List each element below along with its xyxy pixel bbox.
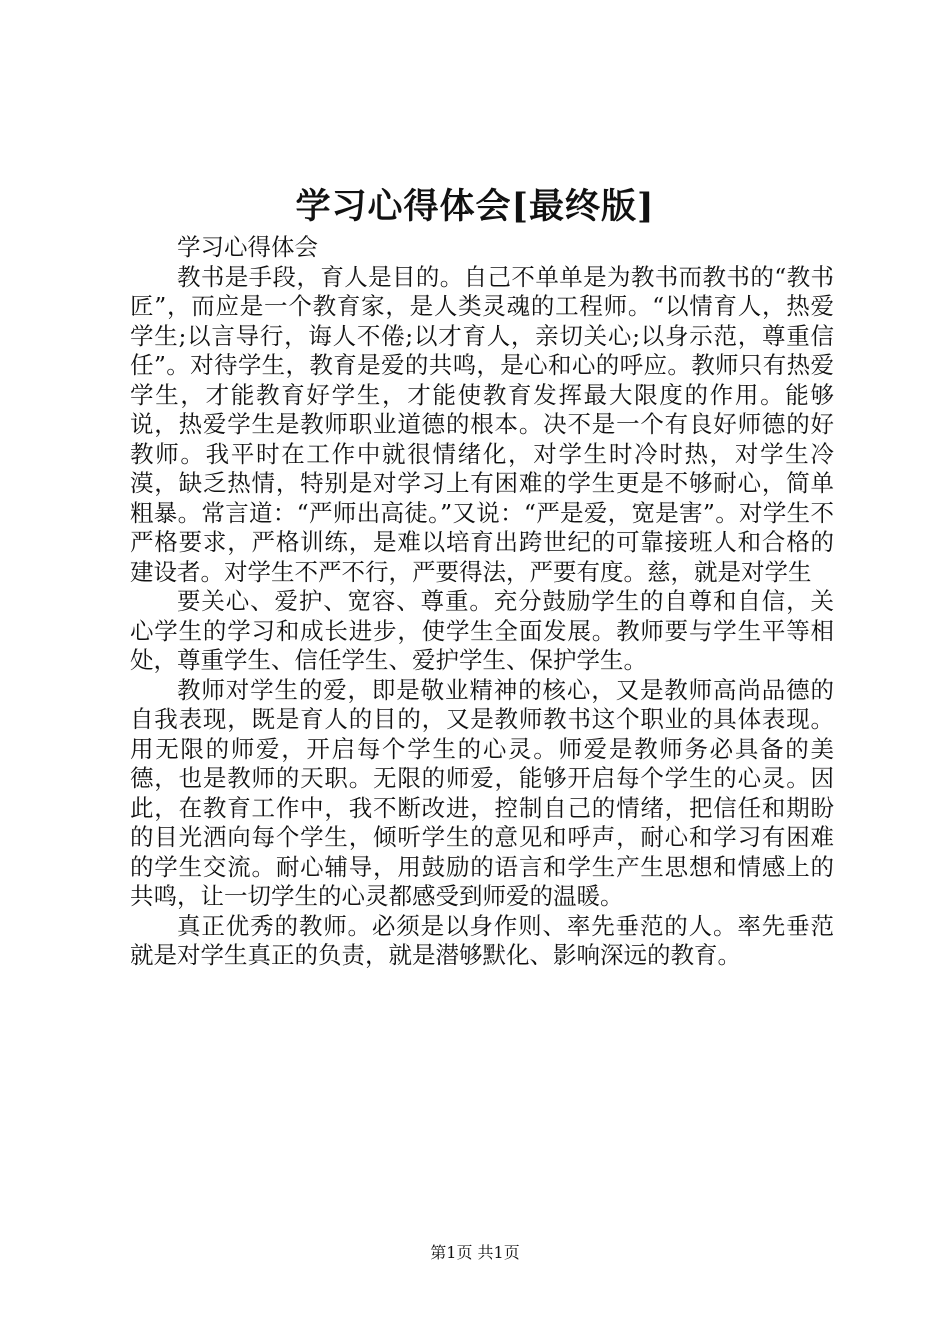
- document-title: 学习心得体会[最终版]: [295, 186, 655, 227]
- body-paragraph: 教书是手段，育人是目的。自己不单单是为教书而教书的“教书匠”，而应是一个教育家，是人类灵魂的工程师。“以情育人，热爱学生;以言导行，诲人不倦;以才育人，亲切关心;以身示范，尊重信任”。对待学生，教育是爱的共鸣，是心和心的呼应。教师只有热爱学生，才能教育好学生，才能使教育发挥最大限度的作用。能够说，热爱学生是教师职业道德的根本。决不是一个有良好师德的好教师。我平时在工作中就很情绪化，对学生时冷时热，对学生冷漠，缺乏热情，特别是对学习上有困难的学生更是不够耐心，简单粗暴。常言道：“严师出高徒。”又说：“严是爱，宽是害”。对学生不严格要求，严格训练，是难以培育出跨世纪的可靠接班人和合格的建设者。对学生不严不行，严要得法，严要有度。慈，就是对学生: [130, 262, 834, 586]
- subtitle-paragraph: 学习心得体会: [177, 233, 318, 261]
- page-footer: 第1页 共1页: [430, 1243, 520, 1262]
- document-body: [130, 233, 834, 971]
- body-paragraph: 真正优秀的教师。必须是以身作则、率先垂范的人。率先垂范就是对学生真正的负责，就是潜够默化、影响深远的教育。: [130, 911, 834, 969]
- body-paragraph: 教师对学生的爱，即是敬业精神的核心，又是教师高尚品德的自我表现，既是育人的目的，又是教师教书这个职业的具体表现。用无限的师爱，开启每个学生的心灵。师爱是教师务必具备的美德，也是教师的天职。无限的师爱，能够开启每个学生的心灵。因此，在教育工作中，我不断改进，控制自己的情绪，把信任和期盼的目光洒向每个学生，倾听学生的意见和呼声，耐心和学习有困难的学生交流。耐心辅导，用鼓励的语言和学生产生思想和情感上的共鸣，让一切学生的心灵都感受到师爱的温暖。: [130, 675, 834, 910]
- body-paragraph: 要关心、爱护、宽容、尊重。充分鼓励学生的自尊和自信，关心学生的学习和成长进步，使学生全面发展。教师要与学生平等相处，尊重学生、信任学生、爱护学生、保护学生。: [130, 587, 834, 674]
